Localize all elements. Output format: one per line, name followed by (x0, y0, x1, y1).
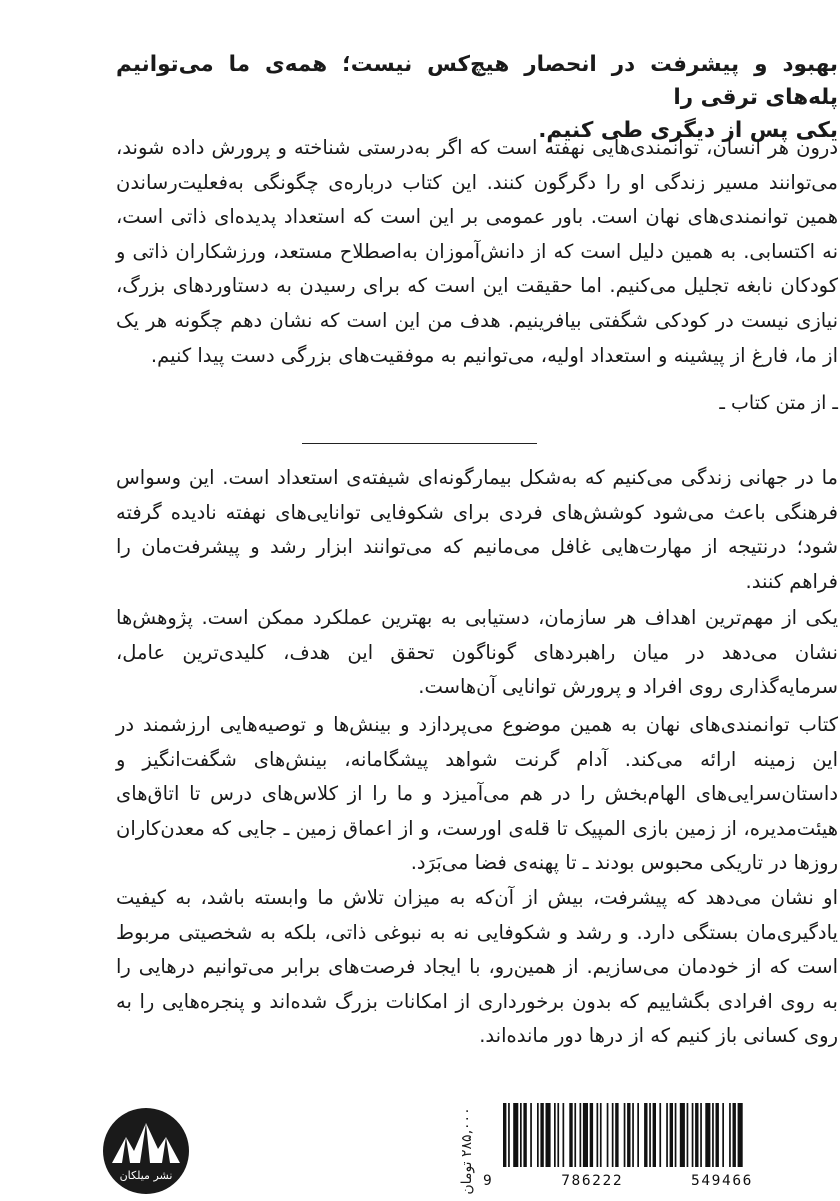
barcode-bar (615, 1103, 618, 1167)
barcode-bar (659, 1103, 661, 1167)
body-paragraph-1: ما در جهانی زندگی می‌کنیم که به‌شکل بیمارگونه‌ای شیفته‌ی استعداد است. این وسواس فرهنگی باعث می‌شود کوشش‌های فردی برای شکوفایی توانایی‌های نهفته نادیده گرفته شود؛ درنتیجه از مهارت‌هایی غافل می‌مانیم که می‌توانند ابزار رشد و پیشرفت‌مان را فراهم کنند. (116, 466, 838, 593)
barcode-bars (483, 1103, 753, 1167)
barcode-bar (554, 1103, 556, 1167)
publisher-name: نشر میلکان (119, 1169, 173, 1182)
barcode-bar (712, 1103, 714, 1167)
barcode-bar (644, 1103, 647, 1167)
body-section-3 (116, 708, 838, 1054)
barcode-bar (508, 1103, 510, 1167)
barcode-bar (722, 1103, 724, 1167)
barcode-bar (627, 1103, 630, 1167)
barcode-bar (716, 1103, 719, 1167)
headline-line-1: بهبود و پیشرفت در انحصار هیچ‌کس نیست؛ همه‌ی ما می‌توانیم پله‌های ترقی را (116, 52, 838, 110)
barcode-bar (607, 1103, 609, 1167)
barcode-bar (666, 1103, 668, 1167)
barcode-bar (700, 1103, 702, 1167)
barcode-digit-group-2: 549466 (691, 1173, 753, 1189)
barcode-bar (520, 1103, 522, 1167)
barcode-bar (530, 1103, 532, 1167)
barcode-bar (680, 1103, 685, 1167)
barcode-bar (546, 1103, 551, 1167)
barcode-bar (624, 1103, 626, 1167)
barcode-bar (637, 1103, 639, 1167)
isbn-barcode (483, 1103, 753, 1201)
barcode-bar (692, 1103, 694, 1167)
barcode-digits (483, 1173, 753, 1189)
barcode-digit-group-1: 786222 (561, 1173, 624, 1189)
barcode-bar (670, 1103, 673, 1167)
barcode-bar (687, 1103, 689, 1167)
body-paragraph-2: یکی از مهم‌ترین اهداف هر سازمان، دستیابی به بهترین عملکرد ممکن است. پژوهش‌ها نشان می‌دهد در میان راهبردهای گوناگون تحقق این هدف، کلیدی‌ترین عامل، سرمایه‌گذاری روی افراد و پرورش توانایی آن‌هاست. (116, 606, 838, 699)
barcode-bar (738, 1103, 743, 1167)
intro-paragraph: درون هر انسان، توانمندی‌هایی نهفته است که اگر به‌درستی شناخته و پرورش داده شوند، می‌توانند مسیر زندگی او را دگرگون کنند. این کتاب درباره‌ی چگونگی به‌فعلیت‌رساندن همین توانمندی‌های نهان است. باور عمومی بر این است که استعداد پدیده‌ای ذاتی است، نه اکتسابی. به همین دلیل است که از دانش‌آموزان به‌اصطلاح مستعد، ورزشکاران ذاتی و کودکان نابغه تجلیل می‌کنیم. اما حقیقت این است که برای رسیدن به دستاوردهای بزرگ، نیازی نیست در کودکی شگفتی بیافرینیم. هدف من این است که نشان دهم چگونه هر یک از ما، فارغ از پیشینه و استعداد اولیه، می‌توانیم به موفقیت‌های بزرگی دست پیدا کنیم. (116, 136, 838, 367)
barcode-bar (557, 1103, 559, 1167)
barcode-bar (569, 1103, 572, 1167)
barcode-bar (733, 1103, 736, 1167)
barcode-bar (649, 1103, 651, 1167)
barcode-bar (574, 1103, 576, 1167)
body-paragraph-3: کتاب توانمندی‌های نهان به همین موضوع می‌پردازد و بینش‌ها و توصیه‌هایی ارزشمند در این زمینه ارائه می‌کند. آدام گرنت شواهد پیشگامانه، بینش‌های شگفت‌انگیز و داستان‌سرایی‌های الهام‌بخش را در هم می‌آمیزد و ما را از کلاس‌های درس تا اتاق‌های هیئت‌مدیره، از زمین بازی المپیک تا قله‌ی اورست، و از اعماق زمین ـ جایی که معدن‌کاران روزها در تاریکی محبوس بودند ـ تا پهنه‌ی فضا می‌بَرَد. (116, 713, 838, 875)
barcode-bar (612, 1103, 614, 1167)
publisher-logo (102, 1107, 190, 1195)
barcode-bar (540, 1103, 543, 1167)
headline-line-2: یکی پس از دیگری طی کنیم. (538, 118, 838, 143)
barcode-bar (729, 1103, 731, 1167)
barcode-bar (523, 1103, 526, 1167)
barcode-bar (503, 1103, 506, 1167)
barcode-digit-prefix: 9 (483, 1173, 494, 1189)
barcode-bar (597, 1103, 599, 1167)
barcode-bar (537, 1103, 539, 1167)
price-label (452, 1105, 482, 1197)
quote-source: ـ از متن کتاب ـ (719, 392, 838, 414)
barcode-bar (513, 1103, 518, 1167)
barcode-bar (600, 1103, 602, 1167)
barcode-bar (632, 1103, 634, 1167)
section-divider (302, 443, 537, 444)
barcode-bar (580, 1103, 582, 1167)
barcode-bar (653, 1103, 656, 1167)
barcode-bar (695, 1103, 698, 1167)
barcode-bar (590, 1103, 593, 1167)
barcode-bar (563, 1103, 565, 1167)
barcode-bar (675, 1103, 677, 1167)
price-text: ۰۰۰‚۲۸۵ تومان (459, 1107, 475, 1195)
barcode-bar (583, 1103, 588, 1167)
barcode-bar (705, 1103, 710, 1167)
body-paragraph-4: او نشان می‌دهد که پیشرفت، بیش از آن‌که به میزان تلاش ما وابسته باشد، به کیفیت یادگیری‌مان بستگی دارد. و رشد و شکوفایی نه به نبوغی ذاتی، بلکه به شخصیتی مربوط است که از خودمان می‌سازیم. از همین‌رو، با ایجاد فرصت‌های برابر می‌توانیم درهایی را به روی افرادی بگشاییم که بدون برخورداری از امکانات بزرگ شده‌اند و پنجره‌هایی را به روی کسانی باز کنیم که از درها دور مانده‌اند. (116, 885, 838, 1048)
